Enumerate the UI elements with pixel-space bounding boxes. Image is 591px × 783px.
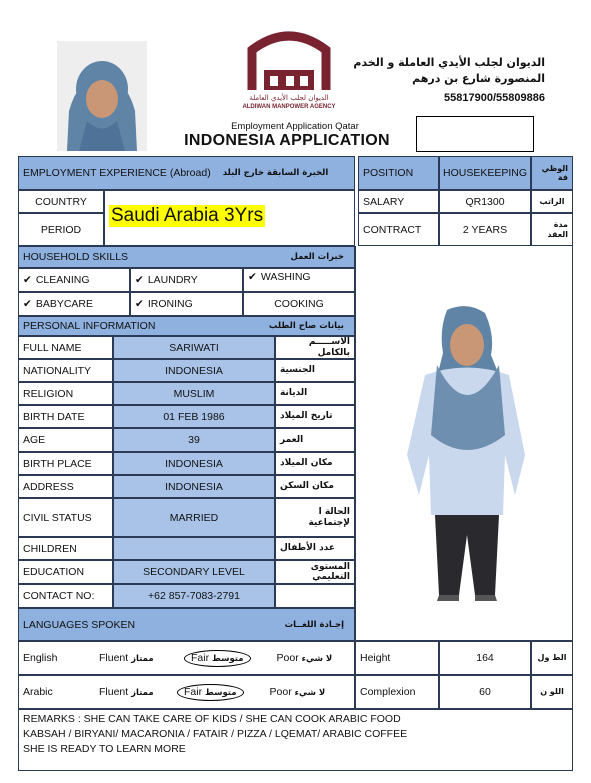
personal-field-value: MARRIED xyxy=(113,498,275,537)
personal-section-header xyxy=(18,316,355,336)
skill-washing xyxy=(243,268,355,292)
personal-field-label-ar: تاريخ الميلاد xyxy=(275,405,355,428)
personal-field-value: SARIWATI xyxy=(113,336,275,359)
reference-box xyxy=(416,116,534,152)
skills-label: HOUSEHOLD SKILLS xyxy=(23,251,129,263)
skill-label: IRONING xyxy=(147,298,193,310)
skill-label: CLEANING xyxy=(35,274,90,286)
personal-field-value: 01 FEB 1986 xyxy=(113,405,275,428)
languages-label-ar: إجـادة اللغــات xyxy=(284,619,344,630)
page-title: INDONESIA APPLICATION xyxy=(184,132,390,149)
personal-field-label: AGE xyxy=(18,428,113,452)
poor-option: Poor لا شيء xyxy=(269,686,326,698)
personal-label: PERSONAL INFORMATION xyxy=(23,320,156,332)
fair-option-selected: Fair متوسط xyxy=(177,684,244,701)
languages-section-header xyxy=(18,608,355,641)
salary-label: SALARY xyxy=(358,190,439,213)
skill-laundry xyxy=(130,268,243,292)
remarks-line-3: SHE IS READY TO LEARN MORE xyxy=(23,743,186,755)
height-label: Height xyxy=(355,641,439,675)
skill-ironing xyxy=(130,292,243,316)
personal-field-label: RELIGION xyxy=(18,382,113,405)
personal-field-label: BIRTH PLACE xyxy=(18,452,113,475)
fair-option-selected: Fair متوسط xyxy=(184,650,251,667)
personal-field-label-ar: الجنسية xyxy=(275,359,355,382)
salary-label-ar: الراتب xyxy=(531,190,573,213)
personal-field-value: MUSLIM xyxy=(113,382,275,405)
personal-field-label-ar: الاســـــم بالكامل xyxy=(275,336,355,359)
remarks-line-1: REMARKS : SHE CAN TAKE CARE OF KIDS / SHE CAN COOK ARABIC FOOD xyxy=(23,713,401,725)
logo-english-caption: ALDIWAN MANPOWER AGENCY xyxy=(242,104,336,110)
agency-name-ar-2: المنصورة شارع بن درهم xyxy=(412,72,545,85)
personal-field-value: SECONDARY LEVEL xyxy=(113,560,275,584)
poor-option: Poor لا شيء xyxy=(276,652,333,664)
personal-field-label-ar: عدد الأطفال xyxy=(275,537,355,560)
country-label: COUNTRY xyxy=(18,190,104,213)
language-row-english xyxy=(18,641,355,675)
personal-field-label-ar: العمر xyxy=(275,428,355,452)
agency-name-ar-1: الديوان لجلب الأيدي العاملة و الخدم xyxy=(353,56,545,69)
personal-field-label: BIRTH DATE xyxy=(18,405,113,428)
skill-cooking: COOKING xyxy=(243,292,355,316)
fluent-option: Fluent ممتاز xyxy=(99,686,154,698)
personal-field-label: CONTACT NO: xyxy=(18,584,113,608)
check-icon: ✔ xyxy=(135,298,144,310)
personal-field-label: FULL NAME xyxy=(18,336,113,359)
country-period-value: Saudi Arabia 3Yrs xyxy=(111,205,264,226)
complexion-label: Complexion xyxy=(355,675,439,709)
fluent-option: Fluent ممتاز xyxy=(99,652,154,664)
language-name: English xyxy=(23,652,58,664)
personal-field-label-ar: الحالة ا لإجتماعية xyxy=(275,498,355,537)
position-label: POSITION xyxy=(358,156,439,190)
skill-babycare xyxy=(18,292,130,316)
personal-field-label: NATIONALITY xyxy=(18,359,113,382)
personal-field-label: CIVIL STATUS xyxy=(18,498,113,537)
personal-field-value: INDONESIA xyxy=(113,359,275,382)
personal-field-value: INDONESIA xyxy=(113,475,275,498)
height-value: 164 xyxy=(439,641,531,675)
contract-value: 2 YEARS xyxy=(439,213,531,246)
remarks-box xyxy=(18,709,573,771)
personal-field-value: INDONESIA xyxy=(113,452,275,475)
check-icon: ✔ xyxy=(248,271,257,283)
agency-phones: 55817900/55809886 xyxy=(444,92,545,104)
complexion-value: 60 xyxy=(439,675,531,709)
portrait-photo xyxy=(57,41,147,151)
logo-arabic-caption: الديوان لجلب الأيدي العاملة xyxy=(249,94,329,102)
country-period-box xyxy=(104,190,355,246)
check-icon: ✔ xyxy=(23,298,32,310)
experience-label-ar: الخبرة السابقة خارج البلد xyxy=(222,168,329,178)
personal-field-label: CHILDREN xyxy=(18,537,113,560)
personal-field-label-ar xyxy=(275,584,355,608)
personal-field-label-ar: مكان السكن xyxy=(275,475,355,498)
personal-field-label: EDUCATION xyxy=(18,560,113,584)
personal-field-label-ar: مكان الميلاد xyxy=(275,452,355,475)
personal-field-label-ar: المستوى التعليمي xyxy=(275,560,355,584)
skill-label: LAUNDRY xyxy=(147,274,198,286)
header-subtitle: Employment Application Qatar xyxy=(231,121,359,132)
personal-label-ar: بيانات صاح الطلب xyxy=(268,321,344,331)
complexion-label-ar: اللو ن xyxy=(531,675,573,709)
period-label: PERIOD xyxy=(18,213,104,246)
personal-field-label-ar: الديانة xyxy=(275,382,355,405)
remarks-line-2: KABSAH / BIRYANI/ MACARONIA / FATAIR / PIZZA / LQEMAT/ ARABIC COFFEE xyxy=(23,728,408,740)
contract-label-ar: مدة العقد xyxy=(531,213,573,246)
skill-label: WASHING xyxy=(260,271,311,283)
personal-field-value: +62 857-7083-2791 xyxy=(113,584,275,608)
position-label-ar: الوظي فة xyxy=(531,156,573,190)
personal-field-label: ADDRESS xyxy=(18,475,113,498)
language-name: Arabic xyxy=(23,686,53,698)
check-icon: ✔ xyxy=(23,274,32,286)
experience-label: EMPLOYMENT EXPERIENCE (Abroad) xyxy=(23,167,211,179)
position-value: HOUSEKEEPING xyxy=(439,156,531,190)
height-label-ar: الط ول xyxy=(531,641,573,675)
contract-label: CONTRACT xyxy=(358,213,439,246)
check-icon: ✔ xyxy=(135,274,144,286)
languages-label: LANGUAGES SPOKEN xyxy=(23,618,136,631)
skills-section-header xyxy=(18,246,355,268)
skills-label-ar: خبرات العمل xyxy=(290,252,344,262)
full-body-photo xyxy=(395,305,540,605)
skill-label: BABYCARE xyxy=(35,298,93,310)
experience-section-header xyxy=(18,156,355,190)
personal-field-value xyxy=(113,537,275,560)
personal-field-value: 39 xyxy=(113,428,275,452)
skill-cleaning xyxy=(18,268,130,292)
salary-value: QR1300 xyxy=(439,190,531,213)
language-row-arabic xyxy=(18,675,355,709)
agency-logo xyxy=(242,30,336,115)
